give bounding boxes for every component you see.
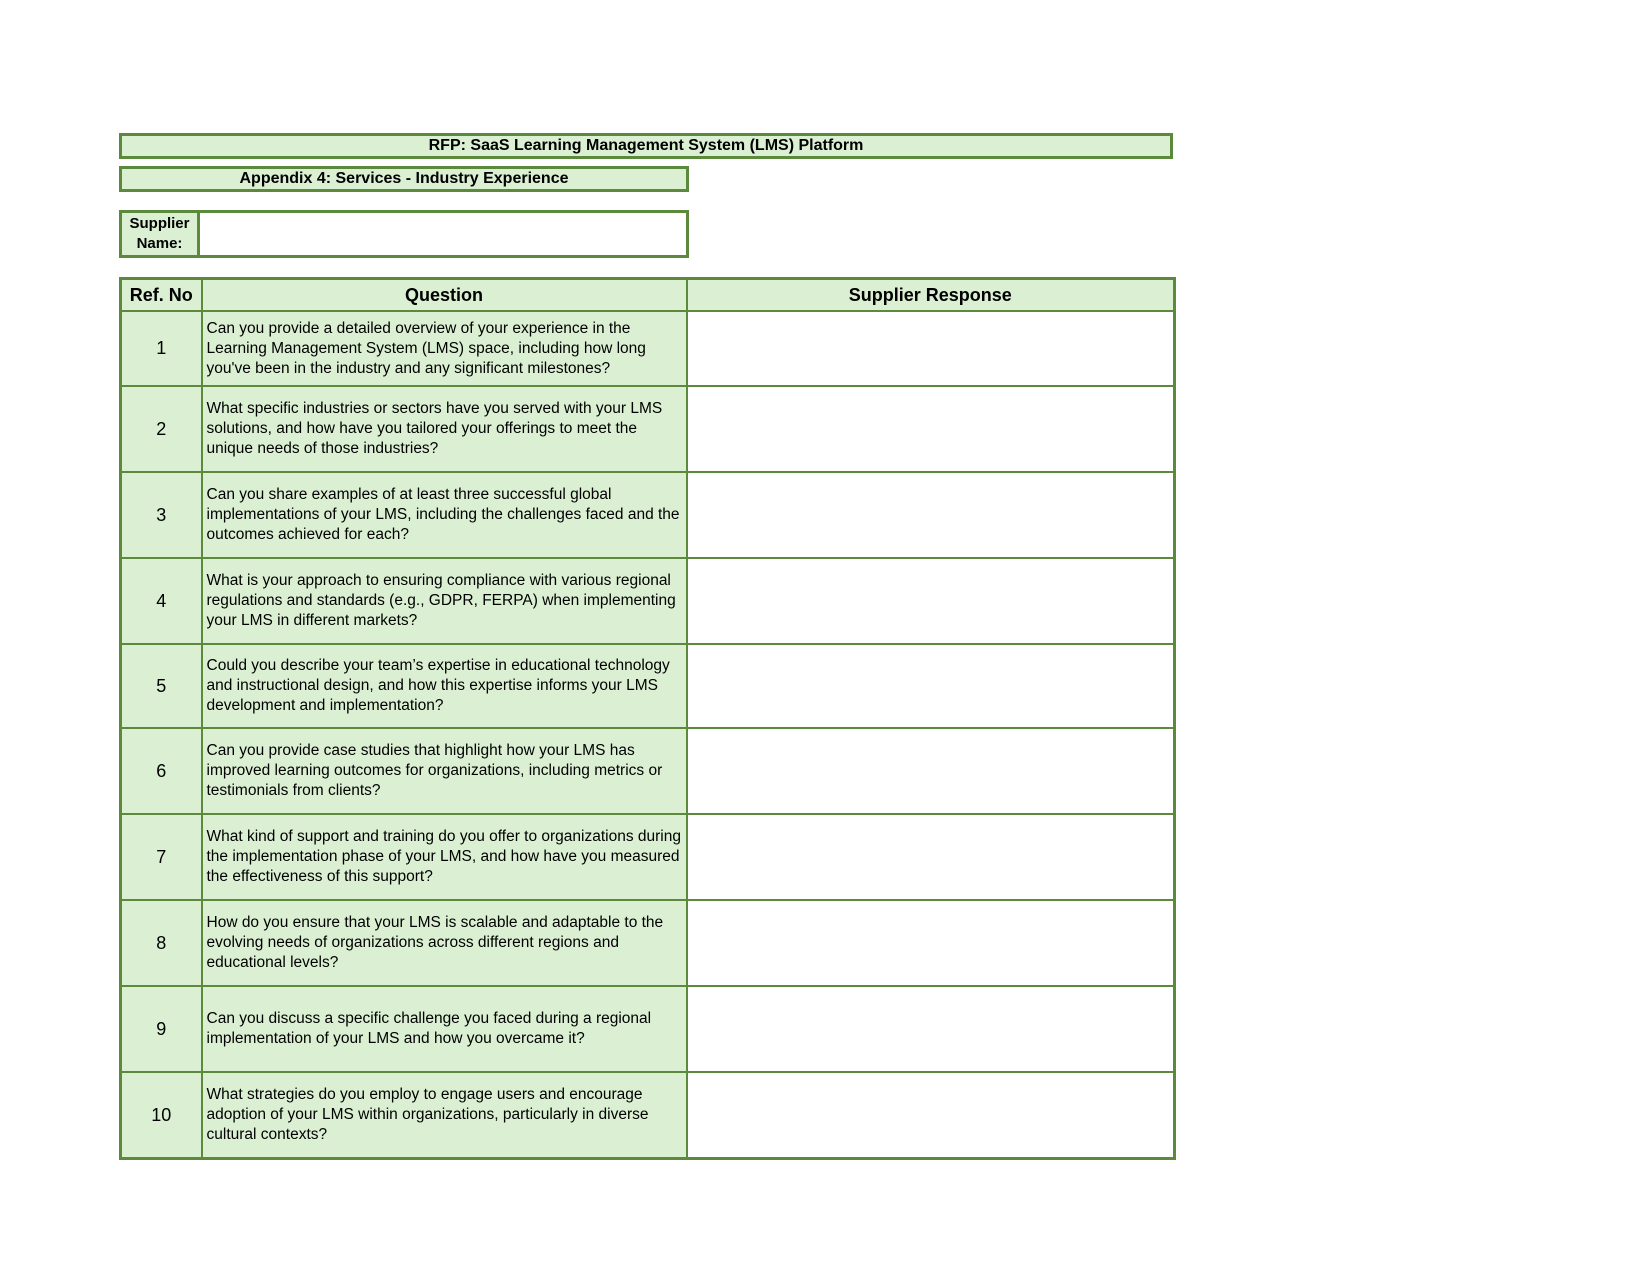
question-cell: What specific industries or sectors have you served with your LMS solutions, and how have you tailored your offerings to meet the unique needs of those industries?: [202, 386, 687, 472]
appendix-heading: [119, 166, 689, 192]
ref-cell: 3: [121, 472, 202, 558]
column-header-response: Supplier Response: [687, 279, 1175, 312]
ref-cell: 8: [121, 900, 202, 986]
table-header-row: [121, 279, 1175, 312]
ref-cell: 9: [121, 986, 202, 1072]
table-row: [121, 900, 1175, 986]
table-row: [121, 644, 1175, 728]
table-row: [121, 1072, 1175, 1159]
table-row: [121, 311, 1175, 386]
column-header-ref: Ref. No: [121, 279, 202, 312]
question-cell: What is your approach to ensuring compliance with various regional regulations and standards (e.g., GDPR, FERPA) when implementing your LMS in different markets?: [202, 558, 687, 644]
document-title-text: RFP: SaaS Learning Management System (LMS) Platform: [428, 137, 864, 154]
ref-cell: 5: [121, 644, 202, 728]
question-cell: Can you share examples of at least three successful global implementations of your LMS, including the challenges faced and the outcomes achieved for each?: [202, 472, 687, 558]
response-cell[interactable]: [687, 558, 1175, 644]
response-cell[interactable]: [687, 644, 1175, 728]
response-cell[interactable]: [687, 728, 1175, 814]
response-cell[interactable]: [687, 1072, 1175, 1159]
response-cell[interactable]: [687, 900, 1175, 986]
question-cell: How do you ensure that your LMS is scalable and adaptable to the evolving needs of organizations across different regions and educational levels?: [202, 900, 687, 986]
response-cell[interactable]: [687, 814, 1175, 900]
ref-cell: 10: [121, 1072, 202, 1159]
ref-cell: 6: [121, 728, 202, 814]
response-cell[interactable]: [687, 472, 1175, 558]
table-row: [121, 814, 1175, 900]
ref-cell: 2: [121, 386, 202, 472]
supplier-name-label: Supplier Name:: [122, 213, 200, 255]
response-cell[interactable]: [687, 311, 1175, 386]
document-title: [119, 133, 1173, 159]
question-cell: Could you describe your team’s expertise in educational technology and instructional design, and how this expertise informs your LMS development and implementation?: [202, 644, 687, 728]
ref-cell: 4: [121, 558, 202, 644]
question-cell: What kind of support and training do you offer to organizations during the implementation phase of your LMS, and how have you measured the effectiveness of this support?: [202, 814, 687, 900]
response-cell[interactable]: [687, 986, 1175, 1072]
question-cell: Can you provide case studies that highlight how your LMS has improved learning outcomes for organizations, including metrics or testimonials from clients?: [202, 728, 687, 814]
response-cell[interactable]: [687, 386, 1175, 472]
supplier-name-input[interactable]: [200, 213, 686, 255]
question-cell: Can you discuss a specific challenge you faced during a regional implementation of your LMS and how you overcame it?: [202, 986, 687, 1072]
question-cell: Can you provide a detailed overview of your experience in the Learning Management System (LMS) space, including how long you've been in the industry and any significant milestones?: [202, 311, 687, 386]
appendix-heading-text: Appendix 4: Services - Industry Experience: [239, 170, 569, 187]
table-row: [121, 386, 1175, 472]
supplier-name-field: [119, 210, 689, 258]
column-header-question: Question: [202, 279, 687, 312]
questions-table: [119, 277, 1176, 1160]
table-row: [121, 728, 1175, 814]
table-row: [121, 986, 1175, 1072]
table-row: [121, 558, 1175, 644]
ref-cell: 1: [121, 311, 202, 386]
ref-cell: 7: [121, 814, 202, 900]
question-cell: What strategies do you employ to engage users and encourage adoption of your LMS within organizations, particularly in diverse cultural contexts?: [202, 1072, 687, 1159]
table-row: [121, 472, 1175, 558]
